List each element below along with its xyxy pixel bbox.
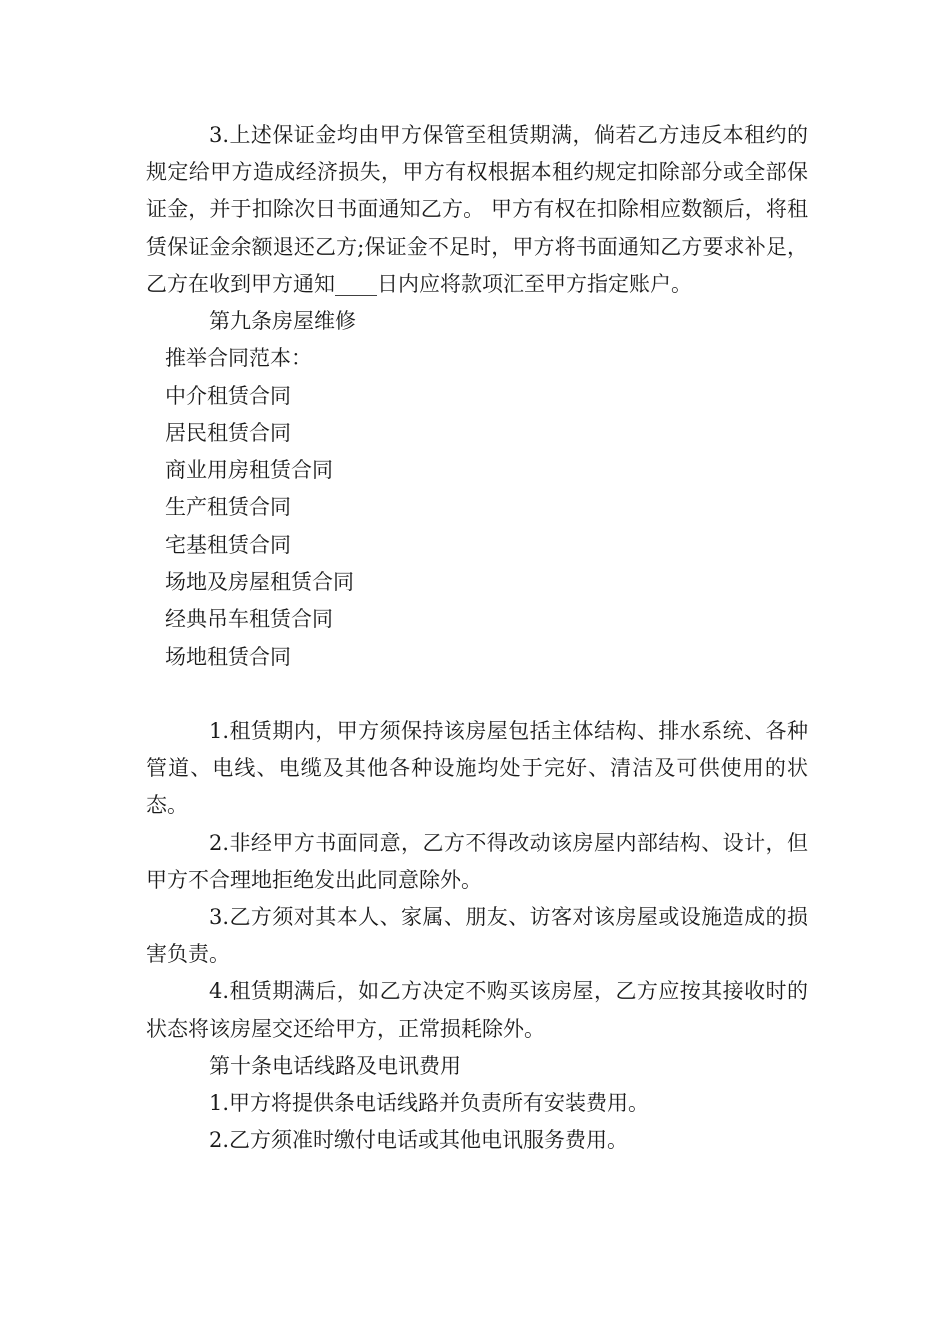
recommended-template-link[interactable]: 场地及房屋租赁合同 <box>165 570 354 594</box>
recommended-templates-heading: 推举合同范本： <box>165 346 312 371</box>
recommended-template-link[interactable]: 商业用房租赁合同 <box>165 458 333 483</box>
recommended-template-link[interactable]: 中介租赁合同 <box>165 383 291 408</box>
article-10-clause: 1.甲方将提供条电话线路并负责所有安装费用。 <box>209 1090 650 1115</box>
article-9-clause: 4.租赁期满后，如乙方决定不购买该房屋，乙方应按其接收时的状态将该房屋交还给甲方，正常损耗除外。 <box>146 979 808 1041</box>
recommended-template-link[interactable]: 场地租赁合同 <box>165 644 291 669</box>
recommended-template-link[interactable]: 居民租赁合同 <box>165 420 291 445</box>
article-10-title: 第十条电话线路及电讯费用 <box>209 1053 461 1078</box>
document-page <box>146 117 808 1159</box>
article-9-clause: 1.租赁期内，甲方须保持该房屋包括主体结构、排水系统、各种管道、电线、电缆及其他各种设施均处于完好、清洁及可供使用的状态。 <box>146 718 808 818</box>
article-9-title: 第九条房屋维修 <box>209 309 356 334</box>
article-10-clause: 2.乙方须准时缴付电话或其他电讯服务费用。 <box>209 1128 629 1153</box>
blank-line <box>146 676 808 713</box>
article-9-clause: 3.乙方须对其本人、家属、朋友、访客对该房屋或设施造成的损害负责。 <box>146 904 808 967</box>
recommended-template-link[interactable]: 宅基租赁合同 <box>165 532 291 557</box>
recommended-template-link[interactable]: 经典吊车租赁合同 <box>165 607 333 632</box>
article-9-clause: 2.非经甲方书面同意，乙方不得改动该房屋内部结构、设计，但甲方不合理地拒绝发出此同意除外。 <box>146 830 808 892</box>
recommended-templates-list <box>146 340 808 676</box>
recommended-template-link[interactable]: 生产租赁合同 <box>165 495 291 520</box>
deposit-paragraph: 3.上述保证金均由甲方保管至租赁期满，倘若乙方违反本租约的规定给甲方造成经济损失，甲方有权根据本租约规定扣除部分或全部保证金，并于扣除次日书面通知乙方。 甲方有权在扣除相应数额后，将租赁保证金余额退还乙方;保证金不足时，甲方将书面通知乙方要求补足，乙方在收到甲方通知____日内应将款项汇至甲方指定账户。 <box>146 123 808 296</box>
